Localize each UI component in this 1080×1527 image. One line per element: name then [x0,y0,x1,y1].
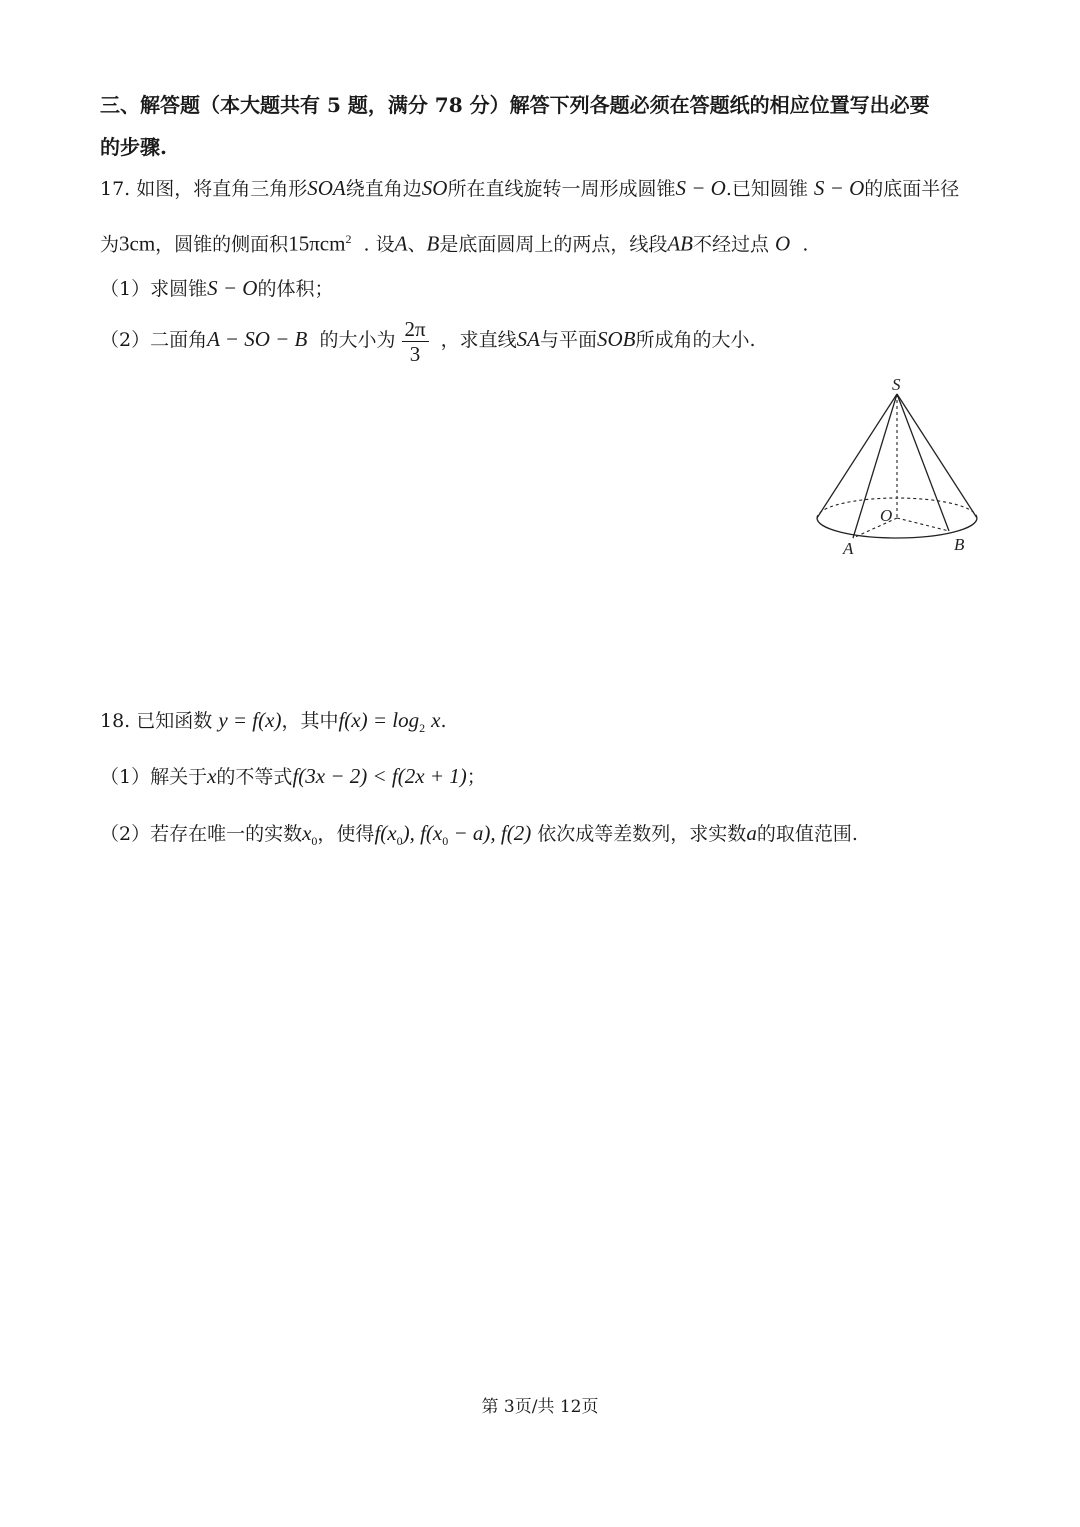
q17-text: ，求直线 [440,329,517,351]
q17-text: 17. 如图，将直角三角形 [100,178,308,200]
q18-text: 18. 已知函数 [100,710,213,732]
q17-text: 的体积； [257,278,334,300]
q17-text: 所在直线旋转一周形成圆锥 [447,178,676,200]
q17-text: 、 [407,233,427,256]
q17-line1 [100,176,959,201]
q18-part2 [100,821,858,853]
q18-math: x [431,708,441,732]
q17-text: .已知圆锥 [725,178,808,200]
q18-math: x [302,821,312,845]
q18-math: 0 [311,833,318,848]
q18-math: − a), f(2) [448,821,532,845]
q17-math: 2 [345,232,352,246]
q18-text: （1）解关于 [100,766,208,788]
q18-math: f(x) = log [338,708,420,732]
q18-math: 0 [396,833,403,848]
q18-math: ), f(x [402,821,443,845]
q17-text: （1）求圆锥 [100,278,208,300]
q18-math: 0 [442,833,449,848]
page-footer: 第 3页/共 12页 [481,1397,599,1417]
q17-math: O [775,231,791,256]
q17-text: 绕直角边 [345,178,422,200]
q17-math: S − O [813,176,865,200]
q17-part2 [100,313,756,366]
q18-line1 [100,708,447,740]
q18-text: ，其中 [281,710,339,732]
label-A: A [843,539,854,558]
q17-text: 是底面圆周上的两点，线段 [439,233,668,256]
q18-text: 依次成等差数列，求实数 [537,823,747,845]
cone-base-front [817,518,977,538]
q17-text: 的大小为 [319,329,396,351]
q18-text: （2）若存在唯一的实数 [100,823,303,845]
q17-math: S − O [675,176,726,200]
q17-line2 [100,227,808,256]
fraction-denominator: 3 [409,341,421,366]
q17-math: A [394,231,408,256]
q17-text: ，圆锥的侧面积 [155,233,289,256]
q17-math: SA [516,327,540,351]
q17-text: 的底面半径 [864,178,960,200]
label-B: B [954,535,965,554]
q17-math: A − SO − B [207,327,308,351]
q18-math: x [207,764,217,788]
q18-text: . [440,710,447,732]
q17-math: B [426,231,440,256]
radius-OB [897,518,949,531]
q18-text: ，使得 [317,823,375,845]
q17-math: SOA [307,176,346,200]
section-heading-line1: 三、解答题（本大题共有 5 题，满分 78 分）解答下列各题必须在答题纸的相应位置写出必要 [100,93,930,117]
q17-math: S − O [207,276,258,300]
q18-part1 [100,764,486,789]
q17-math: AB [667,231,693,256]
q17-text: 与平面 [540,329,598,351]
q17-text: 所成角的大小. [635,329,756,351]
q18-math: y = f(x) [218,708,282,732]
q17-math: 3cm [119,231,156,256]
cone-left-edge [817,394,897,518]
q18-math: a [746,821,757,845]
q17-math: SO [421,176,448,200]
q18-math: f(3x − 2) < f(2x + 1) [292,764,467,788]
fraction-2pi-over-3 [402,317,429,366]
section-heading-line2: 的步骤. [100,135,167,159]
label-O: O [880,506,893,525]
q17-part1 [100,276,333,301]
q18-text: ； [466,766,486,788]
label-S: S [892,375,901,394]
q18-math: f(x [374,821,397,845]
q17-text: 为 [100,233,120,256]
q18-math: 2 [419,720,426,735]
fraction-numerator: 2π [402,317,429,342]
q17-text: （2）二面角 [100,329,208,351]
q17-text: 不经过点 [692,233,769,256]
q17-math: SOB [597,327,636,351]
cone-figure [805,370,990,565]
q18-text: 的取值范围. [756,823,858,845]
q17-text: . [802,233,809,256]
q18-text: 的不等式 [216,766,293,788]
q17-text: . 设 [363,233,395,256]
q17-math: 15πcm [288,231,346,256]
